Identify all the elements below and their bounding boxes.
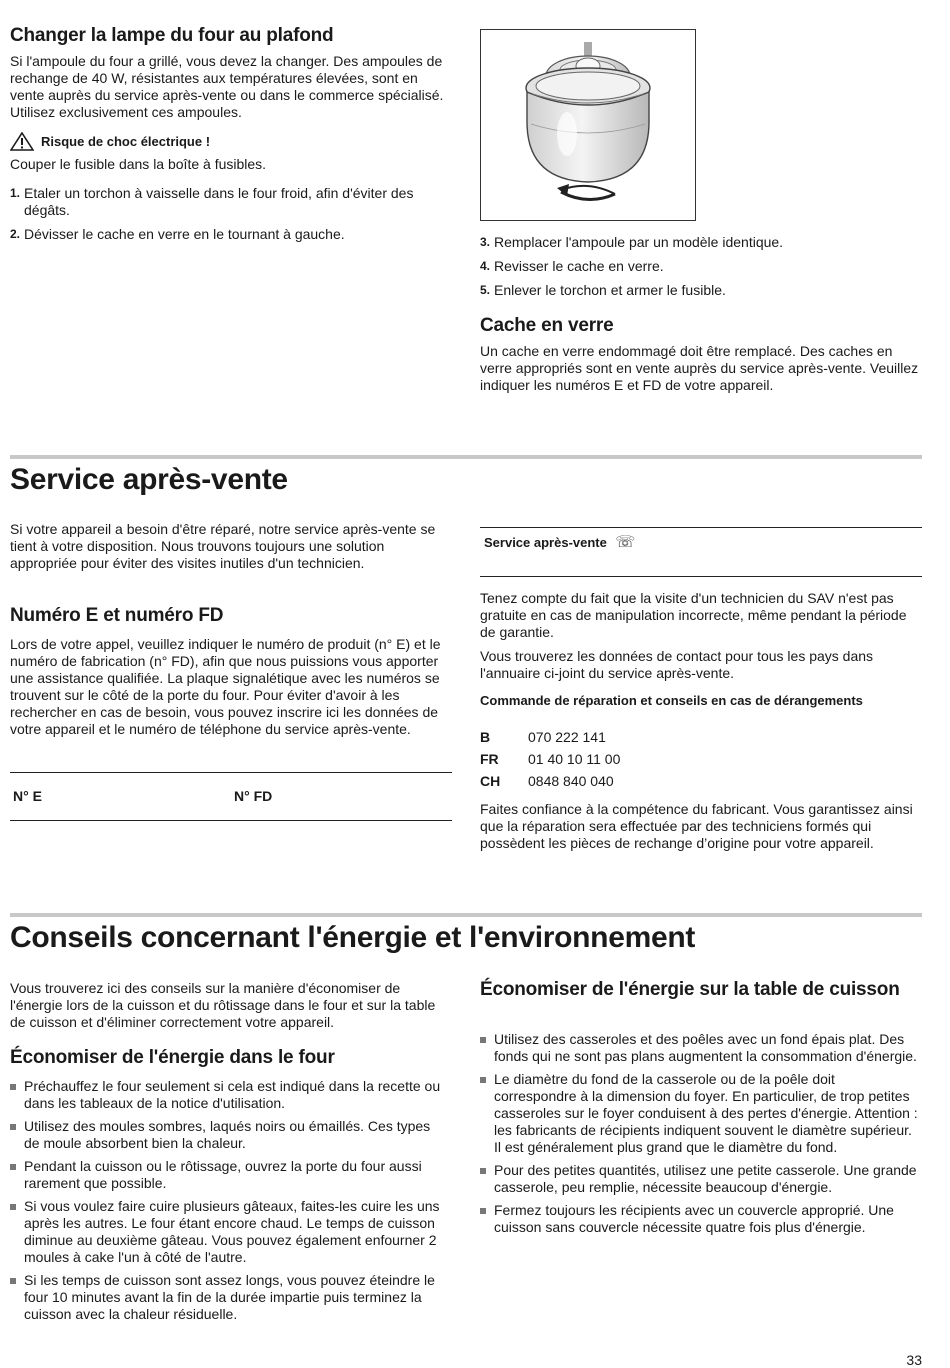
- step-number: 3.: [480, 235, 491, 249]
- step-item: [480, 234, 920, 251]
- step-text: Enlever le torchon et armer le fusible.: [494, 282, 726, 298]
- contacts-table: [480, 729, 780, 795]
- warning-title: Risque de choc électrique !: [41, 134, 211, 149]
- step-text: Revisser le cache en verre.: [494, 258, 664, 274]
- oven-tips-list: [10, 1078, 442, 1329]
- step-text: Etaler un torchon à vaisselle dans le four froid, afin d'éviter des dégâts.: [24, 185, 414, 218]
- tip-item: [10, 1078, 442, 1112]
- lamp-illustration: [480, 29, 696, 221]
- field-e-label: N° E: [13, 788, 42, 804]
- bullet-square-icon: [10, 1084, 16, 1090]
- step-item: [480, 282, 920, 299]
- bullet-square-icon: [10, 1204, 16, 1210]
- section-divider: [10, 913, 922, 917]
- tip-text: Pendant la cuisson ou le rôtissage, ouvrez la porte du four aussi rarement que possible.: [24, 1158, 422, 1191]
- service-box-top-rule: [480, 527, 922, 528]
- lamp-intro: Si l'ampoule du four a grillé, vous devez la changer. Des ampoules de rechange de 40 W, résistantes aux températures élevées, sont en vente auprès du service après-vente ou dans le commerce spécialisé. Utilisez exclusivement ces ampoules.: [10, 53, 444, 120]
- contact-country: CH: [480, 773, 501, 789]
- service-box-text: Service après-vente: [484, 535, 607, 550]
- phone-icon: ☏: [615, 534, 636, 551]
- bullet-square-icon: [10, 1124, 16, 1130]
- glass-section-text: Un cache en verre endommagé doit être remplacé. Des caches en verre appropriés sont en vente auprès du service après-vente. Veuillez indiquer les numéros E et FD de votre appareil.: [480, 343, 919, 393]
- contact-phone: 01 40 10 11 00: [528, 751, 621, 767]
- contact-country: B: [480, 729, 491, 745]
- step-text: Dévisser le cache en verre en le tournant à gauche.: [24, 226, 345, 242]
- bullet-square-icon: [480, 1168, 486, 1174]
- fields-top-rule: [10, 772, 452, 773]
- tip-text: Le diamètre du fond de la casserole ou de la poêle doit correspondre à la dimension du foyer. En particulier, de trop petites casseroles sur le foyer conduisent à des pertes d'énergie. Attention : les fabricants de récipients indiquent souvent le diamètre supérieur. Il est généralement plus grand que le diamètre du fond.: [494, 1071, 918, 1155]
- service-box-label: [484, 532, 635, 552]
- tip-item: [480, 1202, 920, 1236]
- section-divider: [10, 455, 922, 459]
- page-number: 33: [906, 1352, 922, 1368]
- tip-text: Préchauffez le four seulement si cela est indiqué dans la recette ou dans les tableaux de la notice d'utilisation.: [24, 1078, 441, 1111]
- bullet-square-icon: [480, 1077, 486, 1083]
- contact-phone: 0848 840 040: [528, 773, 614, 789]
- bullet-square-icon: [480, 1208, 486, 1214]
- steps-left-list: [10, 185, 450, 250]
- order-title: Commande de réparation et conseils en cas de dérangements: [480, 693, 863, 708]
- field-fd-label: N° FD: [234, 788, 273, 804]
- tip-text: Pour des petites quantités, utilisez une petite casserole. Une grande casserole, peu remplie, nécessite beaucoup d'énergie.: [494, 1162, 917, 1195]
- service-note-2: Vous trouverez les données de contact pour tous les pays dans l'annuaire ci-joint du service après-vente.: [480, 648, 874, 681]
- warning-triangle-icon: [10, 132, 34, 151]
- tip-text: Utilisez des casseroles et des poêles avec un fond épais plat. Des fonds qui ne sont pas plans augmentent la consommation d'énergie.: [494, 1031, 917, 1064]
- tip-item: [10, 1118, 442, 1152]
- step-text: Remplacer l'ampoule par un modèle identique.: [494, 234, 784, 250]
- glass-section-title: Cache en verre: [480, 315, 614, 336]
- tip-item: [480, 1031, 920, 1065]
- service-section-title: Service après-vente: [10, 463, 288, 496]
- step-item: [10, 226, 450, 243]
- tip-item: [10, 1158, 442, 1192]
- step-number: 5.: [480, 283, 491, 297]
- service-box-bottom-rule: [480, 576, 922, 577]
- tip-item: [480, 1162, 920, 1196]
- step-number: 1.: [10, 186, 21, 200]
- tip-text: Si les temps de cuisson sont assez longs, vous pouvez éteindre le four 10 minutes avant la fin de la durée impartie puis terminez la cuisson avec la chaleur résiduelle.: [24, 1272, 435, 1322]
- tip-text: Fermez toujours les récipients avec un couvercle approprié. Une cuisson sans couvercle nécessite quatre fois plus d'énergie.: [494, 1202, 894, 1235]
- lamp-section-title: Changer la lampe du four au plafond: [10, 25, 334, 46]
- oven-tips-title: Économiser de l'énergie dans le four: [10, 1047, 335, 1068]
- step-item: [10, 185, 450, 219]
- tip-item: [480, 1071, 920, 1156]
- trust-text: Faites confiance à la compétence du fabricant. Vous garantissez ainsi que la réparation sera effectuée par des techniciens formés qui possèdent les pièces de rechange d’origine pour votre appareil.: [480, 801, 913, 851]
- contact-row: [480, 751, 780, 773]
- bullet-square-icon: [480, 1037, 486, 1043]
- bullet-square-icon: [10, 1278, 16, 1284]
- warning-heading: [10, 132, 450, 152]
- contact-row: [480, 773, 780, 795]
- step-number: 2.: [10, 227, 21, 241]
- contact-row: [480, 729, 780, 751]
- energy-intro: Vous trouverez ici des conseils sur la manière d'économiser de l'énergie lors de la cuisson et du rôtissage dans le four et sur la table de cuisson et d'éliminer correctement votre appareil.: [10, 980, 436, 1030]
- tip-item: [10, 1198, 442, 1266]
- service-note-1: Tenez compte du fait que la visite d'un technicien du SAV n'est pas gratuite en cas de manipulation incorrecte, même pendant la période de garantie.: [480, 590, 907, 640]
- step-number: 4.: [480, 259, 491, 273]
- oven-lamp-glass-cover-icon: [481, 30, 695, 220]
- contact-phone: 070 222 141: [528, 729, 606, 745]
- step-item: [480, 258, 920, 275]
- tip-item: [10, 1272, 442, 1323]
- steps-right-list: [480, 234, 920, 306]
- hob-tips-list: [480, 1031, 920, 1242]
- contact-country: FR: [480, 751, 499, 767]
- numbers-title: Numéro E et numéro FD: [10, 605, 224, 626]
- fields-bottom-rule: [10, 820, 452, 821]
- numbers-text: Lors de votre appel, veuillez indiquer le numéro de produit (n° E) et le numéro de fabrication (n° FD), afin que nous puissions vous apporter une assistance qualifiée. La plaque signalétique avec les numéros se trouvent sur le côté de la porte du four. Pour éviter d'avoir à les rechercher en cas de besoin, vous pouvez inscrire ici les données de votre appareil et le numéro de téléphone du service après-vente.: [10, 636, 441, 737]
- bullet-square-icon: [10, 1164, 16, 1170]
- hob-tips-title: Économiser de l'énergie sur la table de cuisson: [480, 979, 900, 1000]
- tip-text: Si vous voulez faire cuire plusieurs gâteaux, faites-les cuire les uns après les autres. Le four étant encore chaud. Le temps de cuisson diminue au deuxième gâteau. Vous pouvez également enfourner 2 moules à cake l'un à côté de l'autre.: [24, 1198, 440, 1265]
- energy-section-title: Conseils concernant l'énergie et l'environnement: [10, 921, 696, 954]
- warning-text: Couper le fusible dans la boîte à fusibles.: [10, 156, 267, 172]
- service-intro: Si votre appareil a besoin d'être réparé, notre service après-vente se tient à votre disposition. Nous trouvons toujours une solution appropriée pour éviter des visites inutiles d'un technicien.: [10, 521, 436, 571]
- tip-text: Utilisez des moules sombres, laqués noirs ou émaillés. Ces types de moule absorbent bien la chaleur.: [24, 1118, 431, 1151]
